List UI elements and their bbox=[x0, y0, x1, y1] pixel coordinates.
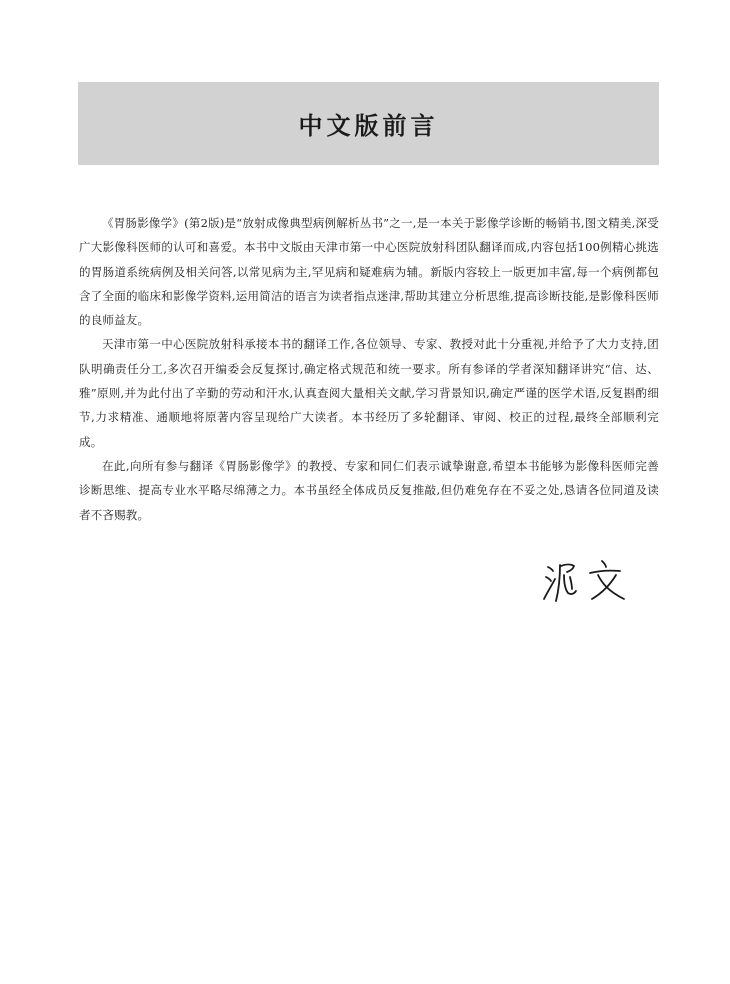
page-title: 中文版前言 bbox=[298, 112, 439, 140]
paragraph-3: 在此,向所有参与翻译《胃肠影像学》的教授、专家和同仁们表示诚挚谢意,希望本书能够为影像科医师完善诊断思维、提高专业水平略尽绵薄之力。本书虽经全体成员反复推敲,但仍难免存在不妥之处,恳请各位同道及读者不吝赐教。 bbox=[79, 458, 659, 522]
title-band bbox=[78, 82, 659, 165]
paragraph-2: 天津市第一中心医院放射科承接本书的翻译工作,各位领导、专家、教授对此十分重视,并给予了大力支持,团队明确责任分工,多次召开编委会反复探讨,确定格式规范和统一要求。所有参译的学者深知翻译讲究“信、达、雅”原则,并为此付出了辛勤的劳动和汗水,认真查阅大量相关文献,学习背景知识,确定严谨的医学术语,反复斟酌细节,力求精准、通顺地将原著内容呈现给广大读者。本书经历了多轮翻译、审阅、校正的过程,最终全部顺利完成。 bbox=[79, 337, 659, 449]
handwritten-signature bbox=[540, 555, 640, 605]
preface-body bbox=[79, 211, 659, 527]
paragraph-1: 《胃肠影像学》(第2版)是“放射成像典型病例解析丛书”之一,是一本关于影像学诊断的畅销书,图文精美,深受广大影像科医师的认可和喜爱。本书中文版由天津市第一中心医院放射科团队翻译而成,内容包括100例精心挑选的胃肠道系统病例及相关问答,以常见病为主,罕见病和疑难病为辅。新版内容较上一版更加丰富,每一个病例都包含了全面的临床和影像学资料,运用简洁的语言为读者指点迷津,帮助其建立分析思维,提高诊断技能,是影像科医师的良师益友。 bbox=[79, 216, 659, 328]
